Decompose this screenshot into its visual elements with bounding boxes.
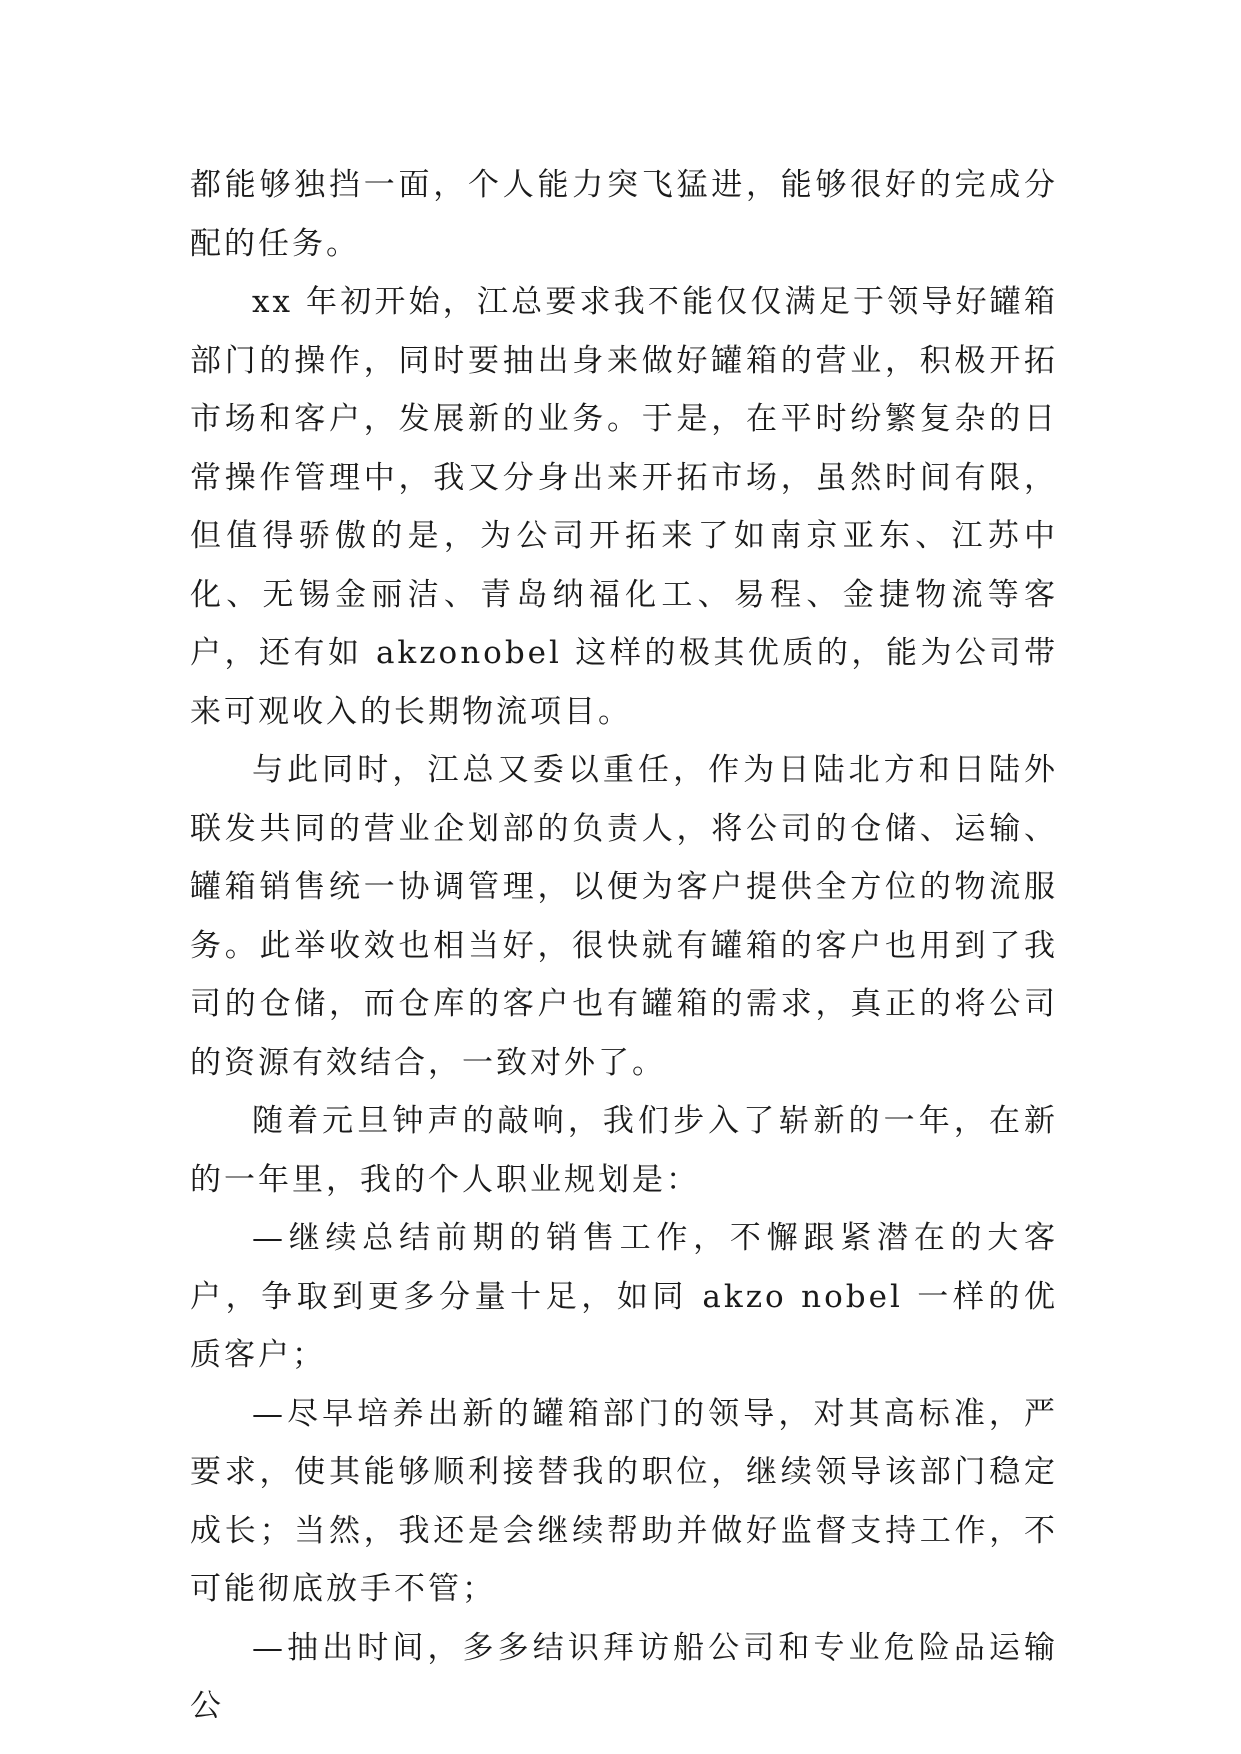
paragraph-4: 随着元旦钟声的敲响，我们步入了崭新的一年，在新的一年里，我的个人职业规划是：: [190, 1103, 1058, 1198]
paragraph-5: —继续总结前期的销售工作，不懈跟紧潜在的大客户，争取到更多分量十足，如同 akzo nobel 一样的优质客户；: [190, 1220, 1058, 1373]
paragraph-1: 都能够独挡一面，个人能力突飞猛进，能够很好的完成分配的任务。: [190, 167, 1058, 262]
document-body: [190, 156, 1058, 1736]
paragraph-7: —抽出时间，多多结识拜访船公司和专业危险品运输公: [190, 1629, 1058, 1724]
paragraph-2: xx 年初开始，江总要求我不能仅仅满足于领导好罐箱部门的操作，同时要抽出身来做好罐箱的营业，积极开拓市场和客户，发展新的业务。于是，在平时纷繁复杂的日常操作管理中，我又分身出来开拓市场，虽然时间有限，但值得骄傲的是，为公司开拓来了如南京亚东、江苏中化、无锡金丽洁、青岛纳福化工、易程、金捷物流等客户，还有如 akzonobel 这样的极其优质的，能为公司带来可观收入的长期物流项目。: [190, 284, 1058, 730]
paragraph-3: 与此同时，江总又委以重任，作为日陆北方和日陆外联发共同的营业企划部的负责人，将公司的仓储、运输、罐箱销售统一协调管理，以便为客户提供全方位的物流服务。此举收效也相当好，很快就有罐箱的客户也用到了我司的仓储，而仓库的客户也有罐箱的需求，真正的将公司的资源有效结合，一致对外了。: [190, 752, 1058, 1081]
paragraph-6: —尽早培养出新的罐箱部门的领导，对其高标准，严要求，使其能够顺利接替我的职位，继续领导该部门稳定成长；当然，我还是会继续帮助并做好监督支持工作，不可能彻底放手不管；: [190, 1395, 1058, 1607]
